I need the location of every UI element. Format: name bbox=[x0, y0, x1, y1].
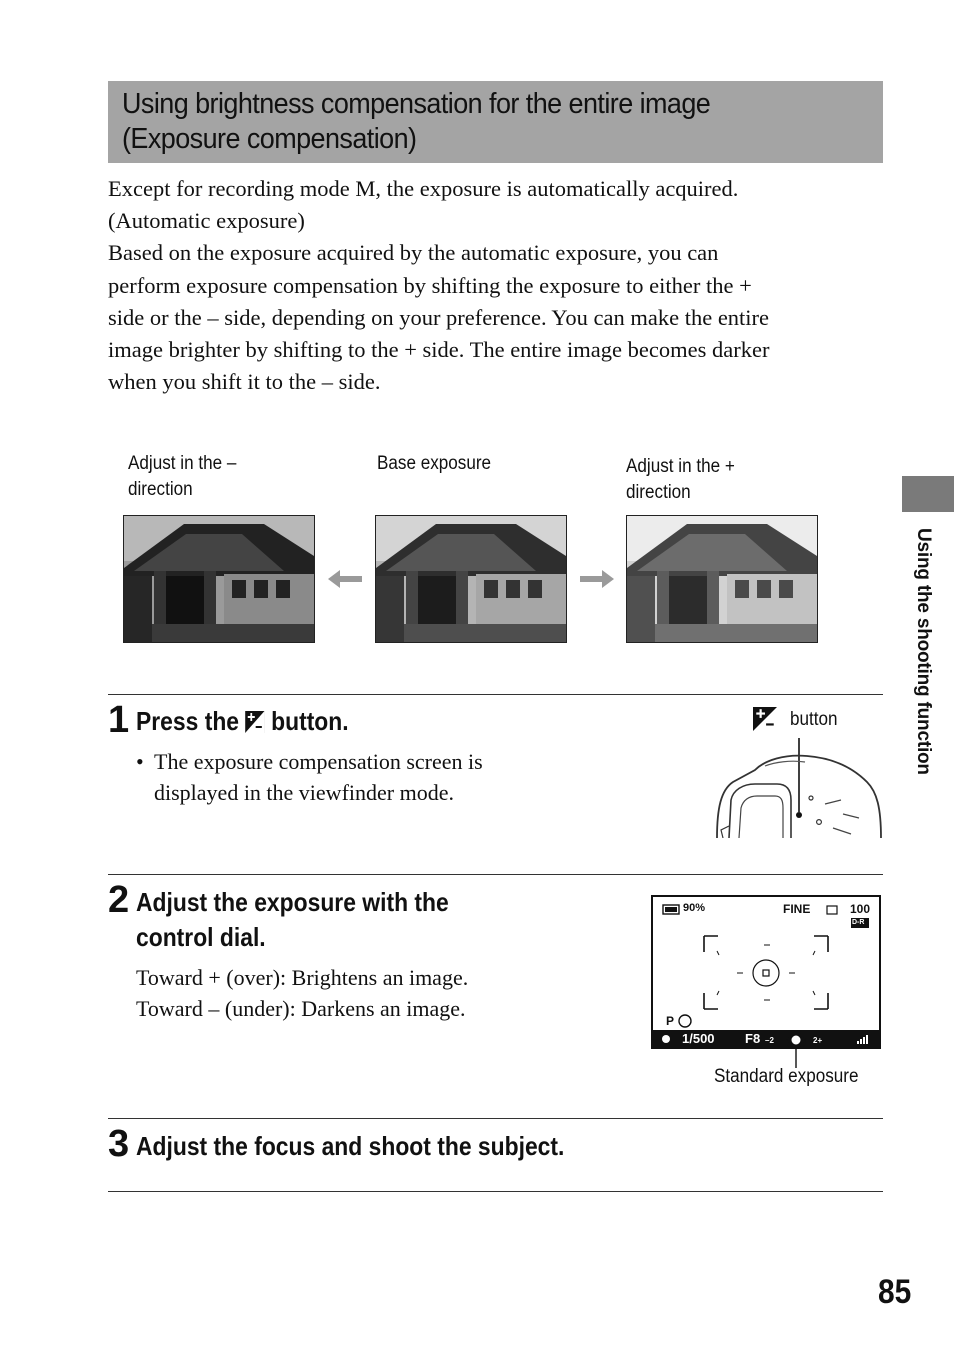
exposure-compensation-icon bbox=[245, 711, 264, 733]
divider bbox=[108, 874, 883, 875]
lcd-quality: FINE bbox=[783, 902, 811, 916]
divider bbox=[108, 694, 883, 695]
exposure-compensation-icon bbox=[753, 707, 777, 731]
lcd-shutter: 1/500 bbox=[682, 1031, 715, 1046]
intro-paragraph-1 bbox=[108, 173, 878, 237]
bullet-line: displayed in the viewfinder mode. bbox=[154, 780, 454, 805]
step-1-title-pre: Press the bbox=[136, 706, 240, 736]
caption-plus bbox=[626, 454, 735, 506]
step-3-number: 3 bbox=[108, 1123, 130, 1165]
lcd-dro: D-R bbox=[852, 919, 865, 926]
step-1-callout: button bbox=[790, 709, 838, 730]
lcd-battery: 90% bbox=[683, 902, 706, 914]
intro-text bbox=[108, 173, 878, 398]
intro-line: when you shift it to the – side. bbox=[108, 369, 381, 395]
step-2-title bbox=[136, 885, 449, 955]
section-title bbox=[122, 87, 817, 157]
chapter-side-label: Using the shooting function bbox=[913, 528, 934, 775]
lcd-scale-plus: 2+ bbox=[813, 1036, 823, 1045]
lcd-scale-minus: –2 bbox=[765, 1036, 774, 1045]
intro-line: Except for recording mode M, the exposure is automatically acquired. bbox=[108, 176, 739, 201]
bullet-text bbox=[154, 746, 483, 808]
camera-back-illustration bbox=[715, 738, 883, 838]
caption-base: Base exposure bbox=[377, 453, 492, 474]
bullet-marker: • bbox=[136, 749, 144, 774]
caption-line: Adjust in the – bbox=[128, 453, 237, 474]
intro-line: (Automatic exposure) bbox=[108, 208, 305, 234]
divider bbox=[108, 1118, 883, 1119]
caption-line: Adjust in the + bbox=[626, 456, 735, 477]
lcd-graphics bbox=[653, 897, 879, 1047]
chapter-tab-marker bbox=[902, 476, 954, 512]
caption-line: direction bbox=[128, 479, 193, 500]
section-title-line-1: Using brightness compensation for the entire image bbox=[122, 88, 711, 120]
intro-line: image brighter by shifting to the + side. The entire image becomes darker bbox=[108, 337, 770, 363]
intro-line: side or the – side, depending on your preference. You can make the entire bbox=[108, 304, 770, 330]
step-2-body-line: Toward + (over): Brightens an image. bbox=[136, 965, 469, 990]
intro-paragraph-2 bbox=[108, 237, 878, 398]
section-banner bbox=[108, 81, 883, 163]
lcd-aperture: F8 bbox=[745, 1031, 761, 1046]
intro-line: perform exposure compensation by shifting the exposure to either the + bbox=[108, 272, 752, 298]
step-1-number: 1 bbox=[108, 699, 130, 741]
arrow-right-icon bbox=[580, 569, 614, 589]
arrow-left-icon bbox=[328, 569, 362, 589]
step-2-callout: Standard exposure bbox=[714, 1066, 859, 1087]
photo-darker bbox=[123, 515, 315, 643]
caption-line: direction bbox=[626, 482, 691, 503]
step-3-title: Adjust the focus and shoot the subject. bbox=[136, 1131, 565, 1161]
step-2-title-line: Adjust the exposure with the bbox=[136, 887, 449, 917]
step-1-bullet bbox=[136, 746, 483, 805]
lcd-mode: P bbox=[666, 1014, 675, 1028]
divider bbox=[108, 1191, 883, 1192]
step-2-body bbox=[136, 962, 468, 1024]
step-2-number: 2 bbox=[108, 879, 130, 921]
photo-base bbox=[375, 515, 567, 643]
caption-minus bbox=[128, 451, 236, 503]
section-title-line-2: (Exposure compensation) bbox=[122, 123, 417, 155]
lcd-iso: 100 bbox=[850, 902, 871, 916]
lcd-screen bbox=[651, 895, 881, 1049]
page-number: 85 bbox=[878, 1273, 912, 1311]
step-2-body-line: Toward – (under): Darkens an image. bbox=[136, 996, 466, 1021]
photo-brighter bbox=[626, 515, 818, 643]
intro-line: Based on the exposure acquired by the automatic exposure, you can bbox=[108, 240, 719, 266]
step-1-title-post: button. bbox=[271, 706, 349, 736]
step-2-title-line: control dial. bbox=[136, 922, 266, 952]
bullet-line: The exposure compensation screen is bbox=[154, 749, 483, 774]
step-1-title bbox=[136, 704, 349, 739]
